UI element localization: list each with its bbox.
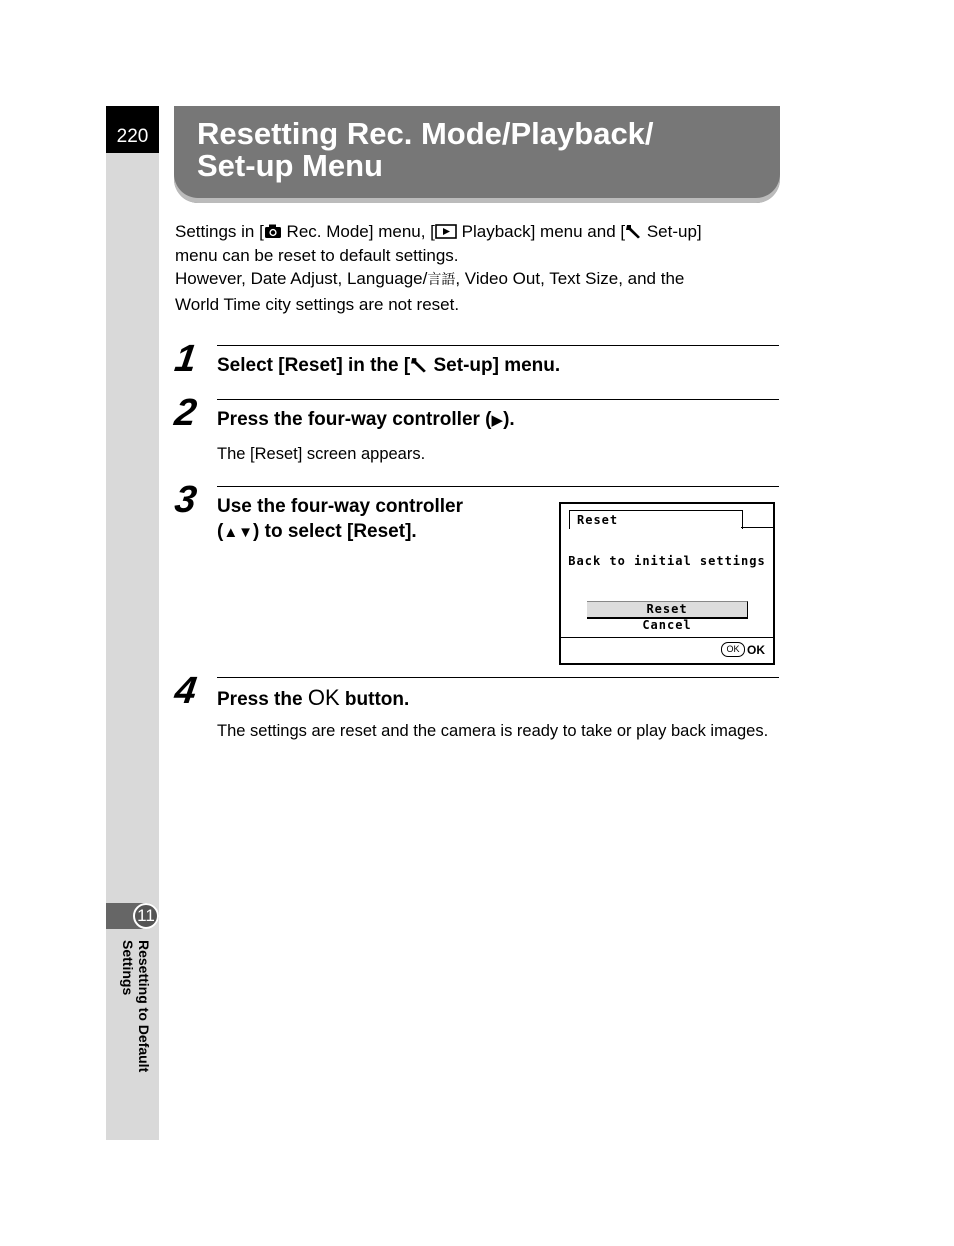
wrench-icon <box>410 356 428 373</box>
chapter-title-line2: Settings <box>120 940 136 996</box>
step-divider <box>217 486 779 487</box>
step-heading-text: ). <box>503 409 515 430</box>
intro-text: Playback] menu and [ <box>456 222 626 241</box>
intro-text: Set-up] <box>642 222 702 241</box>
step-heading <box>217 407 515 433</box>
step-heading-text: ( <box>217 521 224 542</box>
ok-label: OK <box>747 643 765 657</box>
wrench-icon <box>625 223 642 239</box>
reset-option[interactable]: Reset <box>587 601 748 619</box>
intro-text: World Time city settings are not reset. <box>175 294 460 314</box>
playback-icon <box>435 224 457 239</box>
right-arrow-icon: ▶ <box>491 412 504 429</box>
intro-text: menu can be reset to default settings. <box>175 245 459 265</box>
intro-text: Rec. Mode] menu, [ <box>281 222 435 241</box>
camera-icon <box>264 224 282 239</box>
chapter-title <box>120 940 152 1072</box>
camera-reset-screen <box>559 502 775 665</box>
page-number: 220 <box>116 126 149 147</box>
ok-button-icon: OK <box>721 642 745 657</box>
step-heading <box>217 353 560 378</box>
page-title <box>197 118 757 182</box>
page-title-line1: Resetting Rec. Mode/Playback/ <box>197 116 654 151</box>
step-heading-text: Set-up] menu. <box>428 355 561 376</box>
chapter-number: 11 <box>133 903 159 929</box>
screen-title: Reset <box>577 513 619 527</box>
step-heading-text: Press the <box>217 689 308 710</box>
step-heading-text: Use the four-way controller <box>217 496 463 517</box>
step-number: 2 <box>172 392 200 434</box>
page-title-line2: Set-up Menu <box>197 148 383 183</box>
screen-tab-line <box>741 527 775 528</box>
step-heading-text: button. <box>339 689 410 710</box>
cancel-option[interactable]: Cancel <box>642 618 692 632</box>
chapter-title-line1: Resetting to Default <box>136 940 152 1073</box>
intro-text: However, Date Adjust, Language/ <box>175 269 428 288</box>
step-heading <box>217 494 463 545</box>
ok-button-glyph: OK <box>307 685 340 710</box>
intro-text: Settings in [ <box>175 222 264 241</box>
screen-footer-divider <box>561 637 773 638</box>
step-heading-text: ) to select [Reset]. <box>253 521 417 542</box>
step-body: The [Reset] screen appears. <box>217 445 426 463</box>
step-divider <box>217 677 779 678</box>
step-heading-text: Press the four-way controller ( <box>217 409 492 430</box>
step-body: The settings are reset and the camera is ready to take or play back images. <box>217 722 769 740</box>
screen-message: Back to initial settings <box>568 554 766 568</box>
step-number: 3 <box>172 479 200 521</box>
step-number: 1 <box>172 338 200 380</box>
up-down-arrows-icon: ▲▼ <box>223 524 254 541</box>
step-heading <box>217 685 409 712</box>
intro-text: , Video Out, Text Size, and the <box>455 269 685 288</box>
step-heading-text: Select [Reset] in the [ <box>217 355 411 376</box>
intro-paragraph <box>175 220 775 316</box>
step-divider <box>217 345 779 346</box>
step-number: 4 <box>172 670 200 712</box>
step-divider <box>217 399 779 400</box>
language-glyph: 言語 <box>427 272 456 288</box>
